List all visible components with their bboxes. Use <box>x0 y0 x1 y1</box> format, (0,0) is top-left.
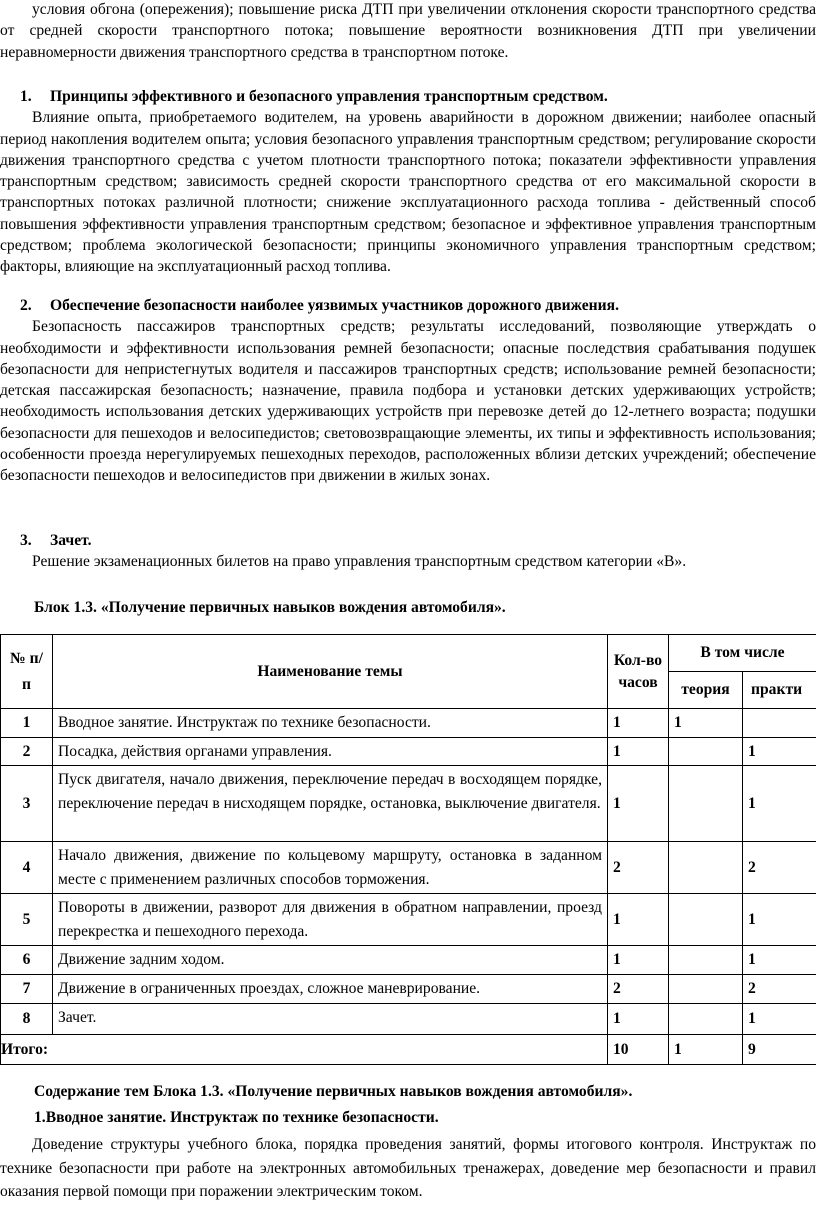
topic-1-title: Принципы эффективного и безопасного управления транспортным средством. <box>50 88 608 105</box>
row-topic-name: Пуск двигателя, начало движения, переключение передач в восходящем порядке, переключение передач в нисходящем порядке, остановка, выключение двигателя. <box>53 766 608 842</box>
table-row <box>1 766 816 842</box>
row-theory <box>669 766 743 842</box>
topic-2-heading <box>0 295 816 316</box>
lesson-1-text: Доведение структуры учебного блока, порядка проведения занятий, формы итогового контроля. Инструктаж по технике безопасности при работе на электронных автомобильных тренажерах, доведение мер безопасности и правил оказания первой помощи при поражении электрическим током. <box>0 1136 816 1200</box>
row-hours: 1 <box>608 946 669 975</box>
row-topic-name: Повороты в движении, разворот для движения в обратном направлении, проезд перекрестка и пешеходного перехода. <box>53 894 608 946</box>
row-hours: 1 <box>608 894 669 946</box>
row-theory <box>669 894 743 946</box>
topic-2-text: Безопасность пассажиров транспортных средств; результаты исследований, позволяющие утверждать о необходимости и эффективности использования ремней безопасности; опасные последствия срабатывания подушек безопасности для непристегнутых водителя и пассажиров транспортных средств; использование ремней безопасности; детская пассажирская безопасность; назначение, правила подбора и установки детских удерживающих устройств; необходимость использования детских удерживающих устройств при перевозке детей до 12-летнего возраста; подушки безопасности для пешеходов и велосипедистов; световозвращающие элементы, их типы и эффективность использования; особенности проезда нерегулируемых пешеходных переходов, расположенных вблизи детских учреждений; обеспечение безопасности пешеходов и велосипедистов при движении в жилых зонах. <box>0 318 816 485</box>
topic-3-number: 3. <box>20 532 32 549</box>
intro-paragraph: условия обгона (опережения); повышение риска ДТП при увеличении отклонения скорости транспортного средства от средней скорости транспортного потока; повышение вероятности возникновения ДТП при увеличении неравномерности движения транспортного средства в транспортном потоке. <box>0 1 816 61</box>
topic-3-text: Решение экзаменационных билетов на право управления транспортным средством категории «В». <box>32 553 687 571</box>
row-hours: 2 <box>608 842 669 894</box>
topic-2-number: 2. <box>20 297 32 314</box>
row-topic-name: Начало движения, движение по кольцевому маршруту, остановка в заданном месте с применением различных способов торможения. <box>53 842 608 894</box>
row-practice: 1 <box>743 946 816 975</box>
row-hours: 1 <box>608 766 669 842</box>
row-theory <box>669 975 743 1004</box>
topic-2 <box>0 295 816 487</box>
header-hours-text: Кол-во часов <box>613 651 663 691</box>
row-theory <box>669 842 743 894</box>
table-row <box>1 975 816 1004</box>
row-practice: 1 <box>743 738 816 766</box>
table-row <box>1 842 816 894</box>
header-number-text: № п/п <box>10 649 43 693</box>
row-topic-name: Движение в ограниченных проездах, сложное маневрирование. <box>53 975 608 1004</box>
row-hours: 2 <box>608 975 669 1004</box>
row-topic-name: Посадка, действия органами управления. <box>53 738 608 766</box>
row-theory <box>669 946 743 975</box>
row-practice <box>743 709 816 738</box>
row-number: 8 <box>1 1004 53 1035</box>
table-row <box>1 1004 816 1035</box>
block-title: Блок 1.3. «Получение первичных навыков вождения автомобиля». <box>34 599 506 616</box>
row-practice: 1 <box>743 1004 816 1035</box>
header-number <box>1 635 53 709</box>
row-theory <box>669 1004 743 1035</box>
topic-1-number: 1. <box>20 88 32 105</box>
topic-1-text: Влияние опыта, приобретаемого водителем, на уровень аварийности в дорожном движении; наиболее опасный период накопления водителем опыта; условия безопасного управления транспортным средством; регулирование скорости движения транспортного средства с учетом плотности транспортного потока; показатели эффективности управления транспортным средством; зависимость средней скорости транспортного средства от его максимальной скорости в транспортных потоках различной плотности; снижение эксплуатационного расхода топлива - действенный способ повышения эффективности управления транспортным средством; безопасное и эффективное управления транспортным средством; проблема экологической безопасности; принципы экономичного управления транспортным средством; факторы, влияющие на эксплуатационный расход топлива. <box>0 109 816 276</box>
row-topic-name: Зачет. <box>53 1004 608 1035</box>
row-number: 7 <box>1 975 53 1004</box>
table-row <box>1 738 816 766</box>
header-practice: практи <box>743 672 816 709</box>
row-practice: 2 <box>743 842 816 894</box>
row-number: 1 <box>1 709 53 738</box>
topic-1 <box>0 86 816 278</box>
header-name: Наименование темы <box>53 635 608 709</box>
lesson-1-title: 1.Вводное занятие. Инструктаж по технике безопасности. <box>34 1109 439 1126</box>
row-topic-name: Движение задним ходом. <box>53 946 608 975</box>
table-row <box>1 894 816 946</box>
topic-3 <box>0 530 816 573</box>
row-theory <box>669 738 743 766</box>
content-title: Содержание тем Блока 1.3. «Получение первичных навыков вождения автомобиля». <box>34 1083 633 1100</box>
row-topic-name: Вводное занятие. Инструктаж по технике безопасности. <box>53 709 608 738</box>
table-row <box>1 946 816 975</box>
topic-2-title: Обеспечение безопасности наиболее уязвимых участников дорожного движения. <box>50 297 619 314</box>
row-number: 3 <box>1 766 53 842</box>
row-number: 6 <box>1 946 53 975</box>
row-number: 5 <box>1 894 53 946</box>
total-row <box>1 1035 816 1065</box>
row-number: 2 <box>1 738 53 766</box>
row-practice: 1 <box>743 894 816 946</box>
row-practice: 1 <box>743 766 816 842</box>
topic-1-heading <box>0 86 816 107</box>
topic-3-title: Зачет. <box>50 532 92 549</box>
topic-3-heading <box>0 530 816 551</box>
row-theory: 1 <box>669 709 743 738</box>
total-hours: 10 <box>608 1035 669 1065</box>
header-including: В том числе <box>669 635 816 672</box>
row-number: 4 <box>1 842 53 894</box>
row-hours: 1 <box>608 738 669 766</box>
total-label: Итого: <box>1 1035 608 1065</box>
header-theory: теория <box>669 672 743 709</box>
total-practice: 9 <box>743 1035 816 1065</box>
row-practice: 2 <box>743 975 816 1004</box>
schedule-table <box>0 634 816 1065</box>
total-theory: 1 <box>669 1035 743 1065</box>
table-row <box>1 709 816 738</box>
row-hours: 1 <box>608 1004 669 1035</box>
header-hours <box>608 635 669 709</box>
row-hours: 1 <box>608 709 669 738</box>
